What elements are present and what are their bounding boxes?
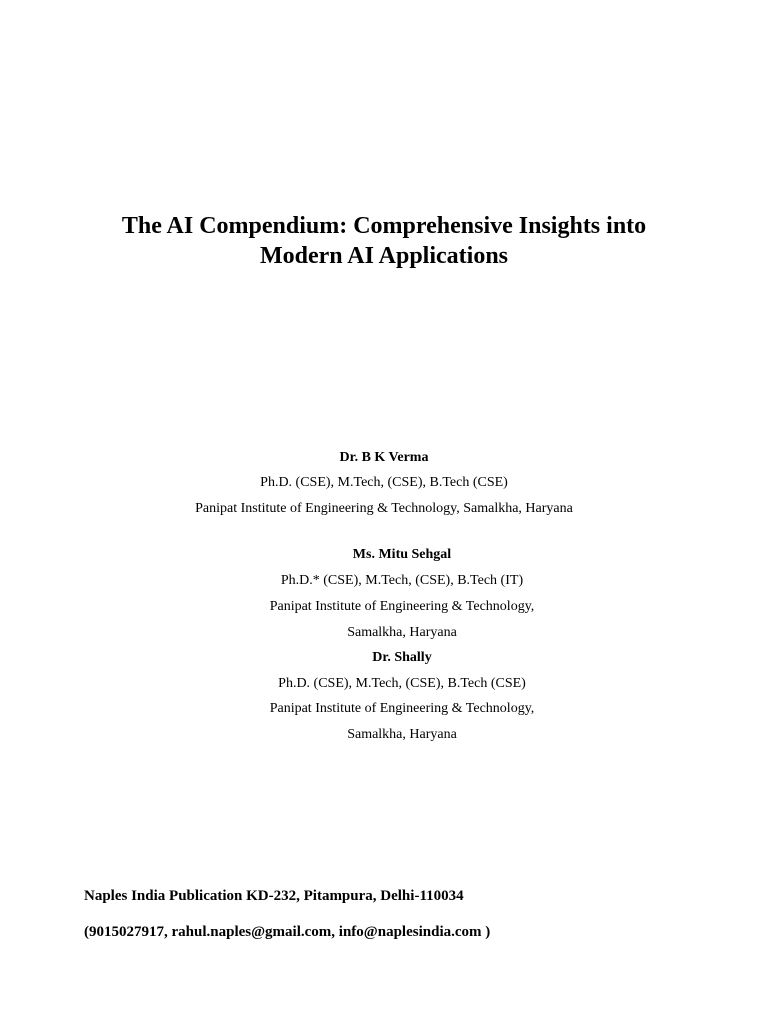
author-1-name: Dr. B K Verma [339,450,429,465]
author-2-affiliation-line-1: Panipat Institute of Engineering & Technology, [269,599,535,614]
author-3-name: Dr. Shally [372,650,432,665]
author-2-affiliation-line-2: Samalkha, Haryana [347,625,457,640]
author-3-degrees: Ph.D. (CSE), M.Tech, (CSE), B.Tech (CSE) [278,676,526,691]
author-2-degrees: Ph.D.* (CSE), M.Tech, (CSE), B.Tech (IT) [280,573,524,588]
publisher-contact: (9015027917, rahul.naples@gmail.com, info@naplesindia.com ) [84,924,491,940]
book-title [0,211,768,271]
book-title-line-1: The AI Compendium: Comprehensive Insights into [121,213,647,239]
author-3-affiliation-line-1: Panipat Institute of Engineering & Technology, [269,701,535,716]
publisher-address: Naples India Publication KD-232, Pitampura, Delhi-110034 [84,888,464,904]
author-2-name: Ms. Mitu Sehgal [352,547,452,562]
author-1-degrees: Ph.D. (CSE), M.Tech, (CSE), B.Tech (CSE) [260,475,508,490]
author-1-affiliation: Panipat Institute of Engineering & Technology, Samalkha, Haryana [195,501,573,516]
author-3-affiliation-line-2: Samalkha, Haryana [347,727,457,742]
book-title-line-2: Modern AI Applications [259,243,509,269]
